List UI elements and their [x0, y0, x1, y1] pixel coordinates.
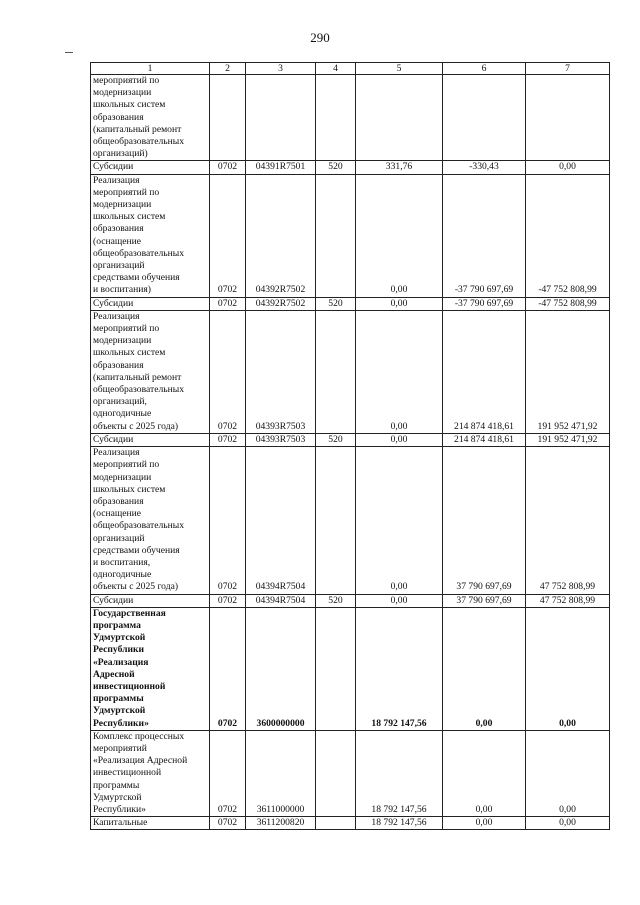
amount-col6: 0,00 — [443, 817, 526, 830]
amount-col7: 191 952 471,92 — [526, 433, 610, 446]
target-code — [246, 75, 316, 161]
expense-type — [316, 75, 356, 161]
amount-col6: -37 790 697,69 — [443, 174, 526, 297]
amount-col5: 0,00 — [356, 310, 443, 433]
amount-col6: 37 790 697,69 — [443, 447, 526, 594]
table-row — [91, 297, 610, 310]
column-header: 5 — [356, 63, 443, 75]
section-code: 0702 — [210, 297, 246, 310]
target-code: 04391R7501 — [246, 161, 316, 174]
table-row — [91, 607, 610, 730]
amount-col6: 214 874 418,61 — [443, 310, 526, 433]
amount-col5: 18 792 147,56 — [356, 730, 443, 816]
row-name: мероприятий по модернизации школьных систем образования (капитальный ремонт общеобразовательных организаций) — [91, 75, 210, 161]
column-header: 3 — [246, 63, 316, 75]
amount-col5: 0,00 — [356, 594, 443, 607]
row-name: Субсидии — [91, 433, 210, 446]
column-header: 1 — [91, 63, 210, 75]
amount-col5: 0,00 — [356, 297, 443, 310]
table-row — [91, 730, 610, 816]
section-code: 0702 — [210, 161, 246, 174]
row-name: Субсидии — [91, 297, 210, 310]
row-name: Капитальные — [91, 817, 210, 830]
target-code: 04392R7502 — [246, 297, 316, 310]
expense-type — [316, 730, 356, 816]
expense-type: 520 — [316, 433, 356, 446]
amount-col6: -330,43 — [443, 161, 526, 174]
amount-col5: 18 792 147,56 — [356, 607, 443, 730]
amount-col5: 0,00 — [356, 433, 443, 446]
amount-col5: 331,76 — [356, 161, 443, 174]
amount-col7: -47 752 808,99 — [526, 297, 610, 310]
table-row — [91, 75, 610, 161]
column-header: 6 — [443, 63, 526, 75]
amount-col7: 0,00 — [526, 161, 610, 174]
amount-col6: 37 790 697,69 — [443, 594, 526, 607]
section-code: 0702 — [210, 817, 246, 830]
target-code: 04394R7504 — [246, 594, 316, 607]
row-name: Комплекс процессных мероприятий «Реализация Адресной инвестиционной программы Удмуртской Республики» — [91, 730, 210, 816]
header-row — [91, 63, 610, 75]
table-row — [91, 310, 610, 433]
margin-mark — [65, 52, 73, 53]
amount-col7 — [526, 75, 610, 161]
amount-col6: 214 874 418,61 — [443, 433, 526, 446]
row-name: Реализация мероприятий по модернизации школьных систем образования (оснащение общеобразовательных организаций средствами обучения и воспитания) — [91, 174, 210, 297]
table-row — [91, 433, 610, 446]
target-code: 3611000000 — [246, 730, 316, 816]
target-code: 3600000000 — [246, 607, 316, 730]
table-row — [91, 817, 610, 830]
expense-type: 520 — [316, 297, 356, 310]
section-code: 0702 — [210, 607, 246, 730]
amount-col7: 47 752 808,99 — [526, 447, 610, 594]
section-code: 0702 — [210, 447, 246, 594]
amount-col7: -47 752 808,99 — [526, 174, 610, 297]
amount-col7: 191 952 471,92 — [526, 310, 610, 433]
row-name: Субсидии — [91, 161, 210, 174]
amount-col7: 0,00 — [526, 817, 610, 830]
expense-type — [316, 310, 356, 433]
amount-col5 — [356, 75, 443, 161]
table-row — [91, 594, 610, 607]
section-code: 0702 — [210, 730, 246, 816]
budget-table — [90, 62, 610, 830]
page-number: 290 — [310, 30, 330, 45]
amount-col5: 18 792 147,56 — [356, 817, 443, 830]
amount-col6 — [443, 75, 526, 161]
amount-col5: 0,00 — [356, 174, 443, 297]
section-code: 0702 — [210, 310, 246, 433]
amount-col5: 0,00 — [356, 447, 443, 594]
expense-type — [316, 447, 356, 594]
amount-col7: 0,00 — [526, 730, 610, 816]
expense-type: 520 — [316, 594, 356, 607]
row-name: Субсидии — [91, 594, 210, 607]
amount-col6: 0,00 — [443, 730, 526, 816]
row-name: Реализация мероприятий по модернизации школьных систем образования (капитальный ремонт общеобразовательных организаций, одногодичные объекты с 2025 года) — [91, 310, 210, 433]
column-header: 4 — [316, 63, 356, 75]
expense-type — [316, 174, 356, 297]
expense-type — [316, 607, 356, 730]
row-name: Государственная программа Удмуртской Республики «Реализация Адресной инвестиционной программы Удмуртской Республики» — [91, 607, 210, 730]
table-row — [91, 447, 610, 594]
expense-type: 520 — [316, 161, 356, 174]
amount-col7: 0,00 — [526, 607, 610, 730]
amount-col7: 47 752 808,99 — [526, 594, 610, 607]
amount-col6: 0,00 — [443, 607, 526, 730]
target-code: 04392R7502 — [246, 174, 316, 297]
section-code: 0702 — [210, 594, 246, 607]
table-row — [91, 161, 610, 174]
target-code: 04393R7503 — [246, 310, 316, 433]
column-header: 7 — [526, 63, 610, 75]
section-code: 0702 — [210, 174, 246, 297]
section-code — [210, 75, 246, 161]
target-code: 04394R7504 — [246, 447, 316, 594]
target-code: 3611200820 — [246, 817, 316, 830]
expense-type — [316, 817, 356, 830]
amount-col6: -37 790 697,69 — [443, 297, 526, 310]
target-code: 04393R7503 — [246, 433, 316, 446]
column-header: 2 — [210, 63, 246, 75]
table-row — [91, 174, 610, 297]
row-name: Реализация мероприятий по модернизации школьных систем образования (оснащение общеобразовательных организаций средствами обучения и воспитания, одногодичные объекты с 2025 года) — [91, 447, 210, 594]
section-code: 0702 — [210, 433, 246, 446]
